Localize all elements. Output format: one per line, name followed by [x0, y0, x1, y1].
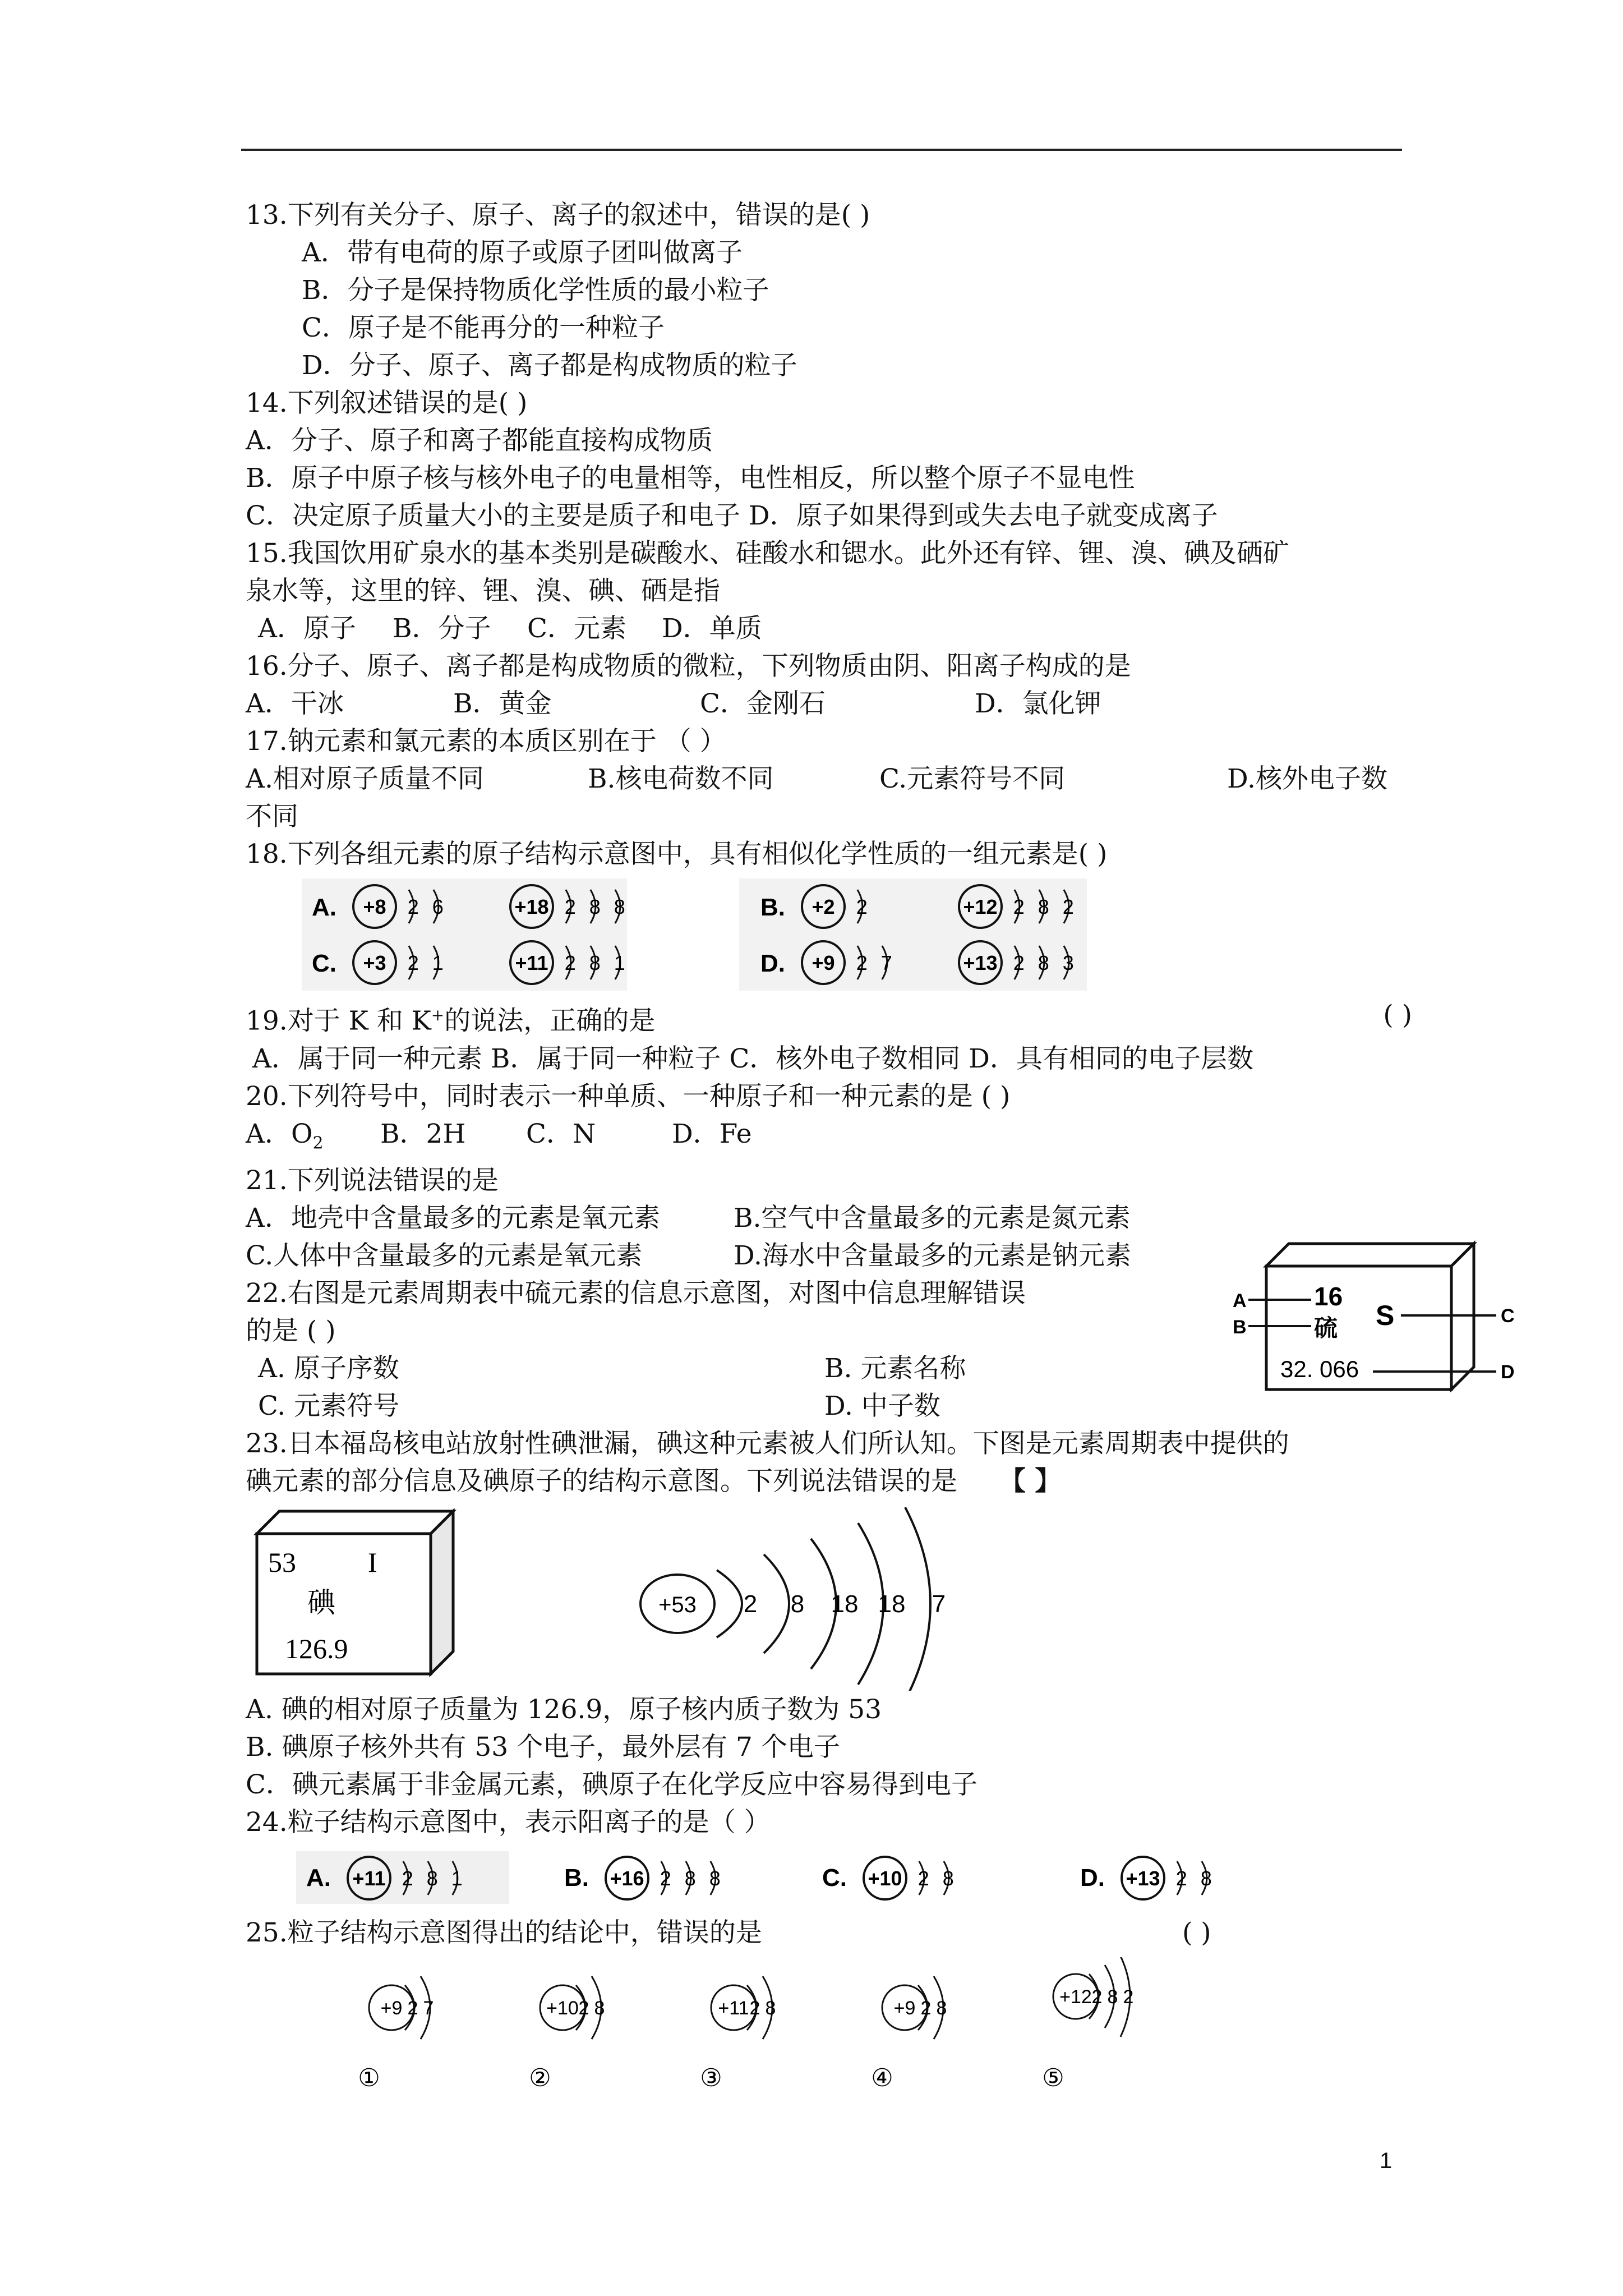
q17-options [246, 760, 1412, 798]
q25-item-number: ① [358, 2064, 380, 2092]
q25-shell-count: 8 [936, 1998, 947, 2019]
q24-stem: 24.粒子结构示意图中，表示阳离子的是（ ） [246, 1807, 771, 1838]
q23-shell-count: 8 [790, 1590, 805, 1618]
q16-option-b[interactable]: B．黄金 [453, 688, 552, 719]
q25-stem-line [246, 1914, 1412, 1952]
q18-stem: 18.下列各组元素的原子结构示意图中，具有相似化学性质的一组元素是( ) [246, 839, 1108, 869]
q23-iodine-atom-diagram [633, 1506, 980, 1691]
q18-atom-shell-count: 1 [432, 951, 444, 974]
q18-atom-shell-count: 6 [432, 895, 444, 918]
q20-option-a-sub: 2 [312, 1133, 324, 1153]
q25-shell-count: 2 [1091, 1986, 1103, 2008]
q22-fig-label-c: C [1501, 1305, 1515, 1327]
q23-stem-line1: 23.日本福岛核电站放射性碘泄漏，碘这种元素被人们所认知。下图是元素周期表中提供的 [246, 1428, 1289, 1460]
q24-atom-nucleus: +10 [868, 1867, 902, 1890]
q24-atom-shell-count: 2 [402, 1867, 413, 1890]
q18-atom-nucleus: +13 [963, 951, 998, 974]
q24-atom-shell-count: 8 [942, 1867, 954, 1890]
q21-option-b[interactable]: B.空气中含量最多的元素是氮元素 [734, 1203, 1131, 1234]
q18-atom-shell-count: 3 [1062, 951, 1074, 974]
q13-option-c[interactable]: C．原子是不能再分的一种粒子 [302, 312, 665, 343]
q23-stem-line2 [246, 1462, 1412, 1500]
q17-option-d[interactable]: D.核外电子数 [1227, 763, 1387, 794]
q22-option-c[interactable]: C. 元素符号 [258, 1391, 400, 1422]
q13-option-b[interactable]: B．分子是保持物质化学性质的最小粒子 [302, 275, 769, 306]
q23-iodine-card [246, 1506, 470, 1680]
q23-shell-count: 18 [831, 1590, 859, 1618]
q15-option-c[interactable]: C．元素 [527, 613, 626, 644]
q22-option-b[interactable]: B. 元素名称 [824, 1353, 966, 1384]
q25-shell-count: 8 [765, 1998, 776, 2019]
q23-card-mass: 126.9 [285, 1633, 348, 1665]
q18-atom-nucleus: +2 [811, 895, 835, 918]
q20-options [246, 1115, 1412, 1162]
q24-atom-nucleus: +11 [352, 1867, 386, 1890]
q18-group-label: A. [312, 894, 336, 921]
q22-stem-line2: 的是 ( ) [246, 1315, 336, 1347]
q23-stem-text: 碘元素的部分信息及碘原子的结构示意图。下列说法错误的是 [246, 1466, 957, 1497]
q23-shell-count: 18 [878, 1590, 906, 1618]
q24-atom-shell-count: 2 [1175, 1867, 1187, 1890]
q21-option-d[interactable]: D.海水中含量最多的元素是钠元素 [734, 1240, 1131, 1272]
page-number: 1 [1380, 2148, 1393, 2173]
q18-atom-shell-count: 2 [856, 951, 868, 974]
q24-atom-shell-count: 2 [660, 1867, 671, 1890]
q18-group-label: C. [312, 950, 336, 977]
q25-item-number: ② [529, 2064, 551, 2092]
q22-fig-symbol: S [1376, 1300, 1395, 1332]
q19-stem-post: 的说法，正确的是 [444, 1005, 656, 1037]
q25-nucleus: +11 [718, 1998, 749, 2019]
q18-atom-nucleus: +18 [514, 895, 549, 918]
q15-option-a[interactable]: A．原子 [258, 613, 356, 644]
q20-option-b[interactable]: B．2H [380, 1118, 466, 1149]
q25-item-number: ③ [700, 2064, 722, 2092]
q22-fig-mass: 32. 066 [1280, 1356, 1359, 1383]
q25-nucleus: +9 [380, 1998, 403, 2019]
q17-option-b[interactable]: B.核电荷数不同 [588, 763, 774, 794]
q24-item-label: B. [564, 1864, 589, 1892]
q18-atom-shell-count: 1 [614, 951, 625, 974]
q25-shell-count: 7 [423, 1998, 434, 2019]
q23-shell-arc [717, 1570, 742, 1637]
q21-option-c[interactable]: C.人体中含量最多的元素是氧元素 [246, 1240, 643, 1272]
q18-atom-shell-count: 2 [1013, 895, 1025, 918]
q25-diagram [335, 1957, 1401, 2103]
q25-shell-count: 2 [749, 1998, 760, 2019]
q15-option-d[interactable]: D．单质 [662, 613, 762, 644]
q25-stem: 25.粒子结构示意图得出的结论中，错误的是 [246, 1917, 762, 1949]
q18-atom-nucleus: +11 [515, 951, 548, 974]
q25-shell-count: 2 [1123, 1986, 1134, 2008]
q24-atom-shell-count: 2 [917, 1867, 929, 1890]
q20-stem: 20.下列符号中，同时表示一种单质、一种原子和一种元素的是 ( ) [246, 1080, 1011, 1112]
q24-atom-nucleus: +13 [1126, 1867, 1160, 1890]
q23-shell-arc [764, 1554, 789, 1653]
q23-card-number: 53 [268, 1547, 296, 1579]
q15-stem-line1: 15.我国饮用矿泉水的基本类别是碳酸水、硅酸水和锶水。此外还有锌、锂、溴、碘及硒矿 [246, 538, 1289, 569]
q25-item-number: ④ [871, 2064, 893, 2092]
q17-option-a[interactable]: A.相对原子质量不同 [246, 763, 484, 794]
q18-atom-shell-count: 8 [589, 895, 601, 918]
q23-option-b[interactable]: B. 碘原子核外共有 53 个电子，最外层有 7 个电子 [246, 1732, 840, 1763]
q25-shell-count: 8 [1107, 1986, 1118, 2008]
q18-atom-shell-count: 2 [407, 951, 419, 974]
q17-stem: 17.钠元素和氯元素的本质区别在于 （ ） [246, 726, 726, 757]
q23-shell-count: 2 [743, 1590, 758, 1618]
q24-atom-nucleus: +16 [610, 1867, 644, 1890]
q23-nucleus: +53 [658, 1593, 697, 1618]
q23-figures [246, 1506, 1412, 1691]
q22-options-row2 [246, 1387, 1412, 1425]
q18-atom-shell-count: 2 [1062, 895, 1074, 918]
q24-atom-shell-count: 8 [684, 1867, 696, 1890]
q25-item-number: ⑤ [1042, 2064, 1064, 2092]
q13-option-d[interactable]: D．分子、原子、离子都是构成物质的粒子 [302, 350, 797, 381]
q25-nucleus: +9 [893, 1998, 916, 2019]
q18-atom-nucleus: +3 [363, 951, 386, 974]
q18-atom-shell-count: 7 [880, 951, 892, 974]
q15-options [246, 610, 1412, 647]
q16-options [246, 685, 1412, 723]
q24-item-label: A. [306, 1864, 331, 1892]
q18-atom-shell-count: 2 [407, 895, 419, 918]
q23-option-c[interactable]: C．碘元素属于非金属元素，碘原子在化学反应中容易得到电子 [246, 1769, 978, 1801]
q18-atom-shell-count: 8 [1038, 951, 1049, 974]
q19-answer-bracket[interactable]: ( ) [1383, 1000, 1412, 1030]
q16-stem: 16.分子、原子、离子都是构成物质的微粒，下列物质由阴、阳离子构成的是 [246, 651, 1131, 682]
q18-atom-nucleus: +9 [811, 951, 835, 974]
q24-atom-shell-count: 1 [451, 1867, 463, 1890]
q18-group-label: B. [760, 894, 785, 921]
q24-atom-shell-count: 8 [426, 1867, 438, 1890]
q20-option-d[interactable]: D．Fe [672, 1118, 752, 1149]
q16-option-a[interactable]: A．干冰 [246, 688, 344, 719]
q24-atom-shell-count: 8 [709, 1867, 721, 1890]
q22-option-d[interactable]: D. 中子数 [824, 1391, 940, 1422]
q18-atom-shell-count: 8 [1038, 895, 1049, 918]
q23-card-name: 碘 [307, 1586, 335, 1619]
q25-nucleus: +12 [1059, 1986, 1092, 2008]
q24-item-label: C. [822, 1864, 847, 1892]
q23-answer-bracket[interactable]: 【 】 [999, 1466, 1062, 1497]
q22-fig-name: 硫 [1314, 1314, 1338, 1342]
q14-stem: 14.下列叙述错误的是( ) [246, 388, 528, 418]
q15-stem-line2: 泉水等，这里的锌、锂、溴、碘、硒是指 [246, 576, 720, 606]
q14-option-cd[interactable]: C．决定原子质量大小的主要是质子和电子 D．原子如果得到或失去电子就变成离子 [246, 500, 1218, 531]
q22-sulfur-element-figure [1233, 1235, 1524, 1392]
q22-block [246, 1274, 1515, 1425]
q22-fig-label-b: B [1233, 1317, 1247, 1338]
q18-atom-shell-count: 2 [1013, 951, 1025, 974]
q13-option-a[interactable]: A．带有电荷的原子或原子团叫做离子 [302, 237, 743, 268]
q21-options-row1 [246, 1199, 1412, 1237]
q15-option-b[interactable]: B．分子 [393, 613, 491, 644]
q19-stem-sup: + [431, 1006, 445, 1024]
q23-shell-count: 7 [932, 1590, 946, 1618]
q19-options[interactable]: A．属于同一种元素 B．属于同一种粒子 C．核外电子数相同 D．具有相同的电子层数 [252, 1043, 1253, 1074]
q18-atom-shell-count: 2 [564, 895, 576, 918]
question-content [246, 196, 1515, 2109]
q21-option-a[interactable]: A．地壳中含量最多的元素是氧元素 [246, 1203, 660, 1234]
q17-option-c[interactable]: C.元素符号不同 [879, 763, 1066, 794]
q22-fig-label-a: A [1233, 1290, 1247, 1312]
q20-option-a[interactable] [246, 1115, 380, 1162]
q24-atom-shell-count: 8 [1200, 1867, 1212, 1890]
q25-nucleus: +10 [546, 1998, 579, 2019]
q20-option-c[interactable]: C．N [526, 1118, 596, 1149]
q14-option-b[interactable]: B．原子中原子核与核外电子的电量相等，电性相反，所以整个原子不显电性 [246, 463, 1135, 494]
q18-group-label: D. [760, 950, 785, 977]
q20-option-a-text: A．O [246, 1118, 313, 1149]
q16-option-c[interactable]: C．金刚石 [700, 688, 826, 719]
q21-stem: 21.下列说法错误的是 [246, 1165, 499, 1197]
q19-stem-pre: 19.对于 K 和 K [246, 1005, 431, 1037]
q25-shell-count: 2 [920, 1998, 932, 2019]
header-rule [241, 149, 1402, 151]
q18-atom-shell-count: 8 [614, 895, 625, 918]
q18-atom-nucleus: +12 [963, 895, 998, 918]
q22-fig-number: 16 [1314, 1282, 1343, 1312]
q13-stem: 13.下列有关分子、原子、离子的叙述中，错误的是( ) [246, 200, 870, 231]
q23-shell-arc [905, 1507, 930, 1691]
q16-option-d[interactable]: D．氯化钾 [975, 688, 1101, 719]
q25-shell-count: 2 [578, 1998, 589, 2019]
q25-answer-bracket[interactable]: ( ) [1182, 1917, 1211, 1949]
q14-option-a[interactable]: A．分子、原子和离子都能直接构成物质 [246, 425, 713, 456]
q18-atom-shell-count: 2 [856, 895, 868, 918]
q22-option-a[interactable]: A. 原子序数 [258, 1353, 399, 1384]
q24-diagram [296, 1847, 1362, 1908]
q23-option-a[interactable]: A. 碘的相对原子质量为 126.9，原子核内质子数为 53 [246, 1694, 882, 1726]
q18-atom-shell-count: 8 [589, 951, 601, 974]
q23-card-symbol: I [368, 1547, 377, 1579]
q18-diagram [302, 878, 1087, 991]
q22-fig-label-d: D [1501, 1361, 1515, 1383]
q17-option-d-wrap: 不同 [246, 801, 298, 832]
q18-atom-nucleus: +8 [363, 895, 386, 918]
q18-atom-shell-count: 2 [564, 951, 576, 974]
q25-shell-count: 2 [407, 1998, 418, 2019]
q24-item-label: D. [1080, 1864, 1105, 1892]
q19-stem-line [246, 996, 1412, 1040]
q22-stem-line1: 22.右图是元素周期表中硫元素的信息示意图，对图中信息理解错误 [246, 1278, 1026, 1309]
q25-shell-count: 8 [594, 1998, 605, 2019]
